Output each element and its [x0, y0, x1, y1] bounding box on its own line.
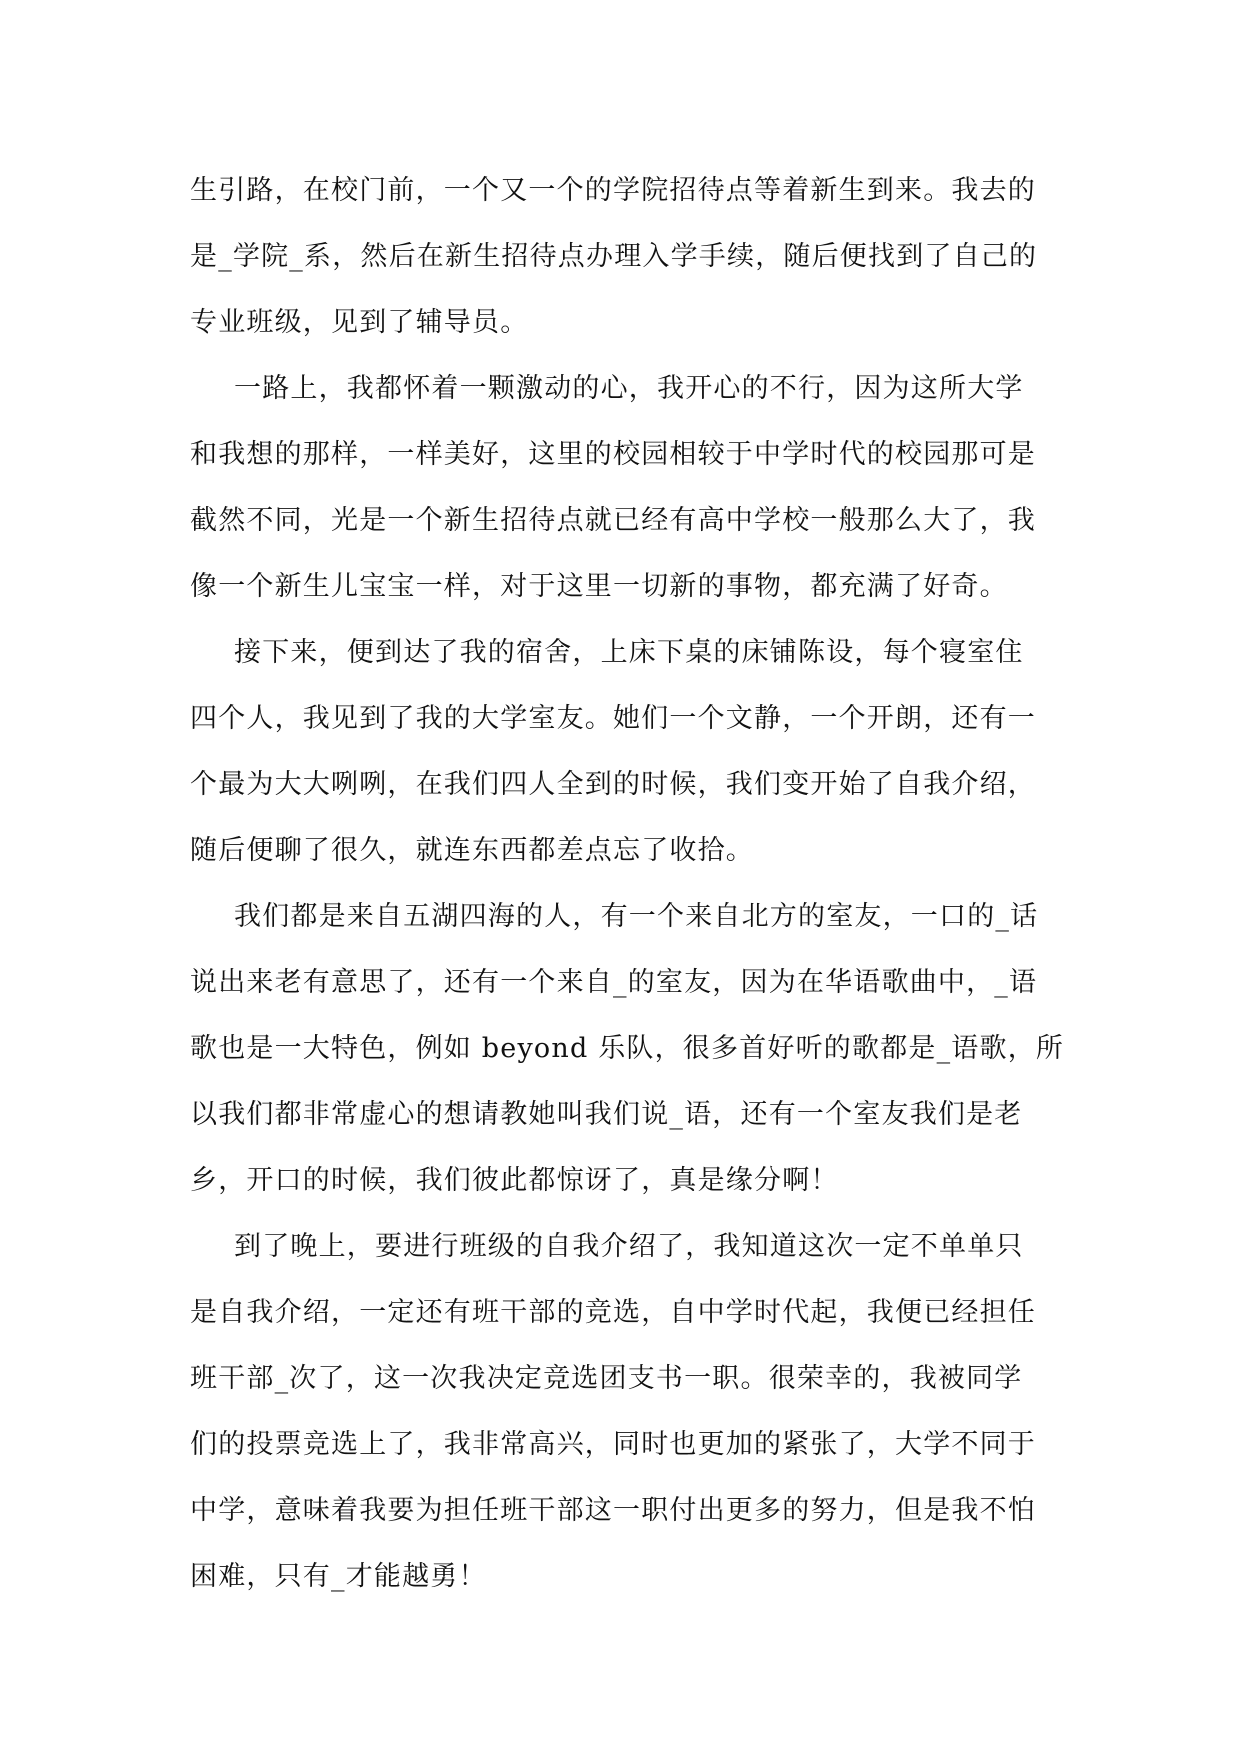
text-line: 是_学院_系，然后在新生招待点办理入学手续，随后便找到了自己的: [190, 241, 1038, 272]
text-line: 们的投票竞选上了，我非常高兴，同时也更加的紧张了，大学不同于: [190, 1429, 1036, 1460]
text-line: 截然不同，光是一个新生招待点就已经有高中学校一般那么大了，我: [190, 505, 1036, 536]
text-line: 和我想的那样，一样美好，这里的校园相较于中学时代的校园那可是: [190, 439, 1036, 470]
text-line: 是自我介绍，一定还有班干部的竞选，自中学时代起，我便已经担任: [190, 1297, 1036, 1328]
text-line: 四个人，我见到了我的大学室友。她们一个文静，一个开朗，还有一: [190, 703, 1036, 734]
paragraph-start-line: 我们都是来自五湖四海的人，有一个来自北方的室友，一口的_话: [234, 901, 1039, 932]
text-line: 随后便聊了很久，就连东西都差点忘了收拾。: [190, 835, 754, 866]
text-line: 困难，只有_才能越勇！: [190, 1561, 487, 1592]
text-line: 像一个新生儿宝宝一样，对于这里一切新的事物，都充满了好奇。: [190, 571, 1008, 602]
paragraph-start-line: 接下来，便到达了我的宿舍，上床下桌的床铺陈设，每个寝室住: [234, 637, 1024, 668]
text-line: 以我们都非常虚心的想请教她叫我们说_语，还有一个室友我们是老: [190, 1099, 1023, 1130]
text-line: 专业班级，见到了辅导员。: [190, 307, 529, 338]
text-line: 歌也是一大特色，例如 beyond 乐队，很多首好听的歌都是_语歌，所: [190, 1033, 1065, 1064]
text-line: 中学，意味着我要为担任班干部这一职付出更多的努力，但是我不怕: [190, 1495, 1036, 1526]
paragraph-start-line: 一路上，我都怀着一颗激动的心，我开心的不行，因为这所大学: [234, 373, 1024, 404]
paragraph-start-line: 到了晚上，要进行班级的自我介绍了，我知道这次一定不单单只: [234, 1231, 1024, 1262]
text-line: 说出来老有意思了，还有一个来自_的室友，因为在华语歌曲中，_语: [190, 967, 1038, 998]
text-line: 个最为大大咧咧，在我们四人全到的时候，我们变开始了自我介绍，: [190, 769, 1036, 800]
document-body: [190, 158, 1070, 1610]
text-line: 班干部_次了，这一次我决定竞选团支书一职。很荣幸的，我被同学: [190, 1363, 1023, 1394]
text-line: 乡，开口的时候，我们彼此都惊讶了，真是缘分啊！: [190, 1165, 839, 1196]
text-line: 生引路，在校门前，一个又一个的学院招待点等着新生到来。我去的: [190, 175, 1036, 206]
